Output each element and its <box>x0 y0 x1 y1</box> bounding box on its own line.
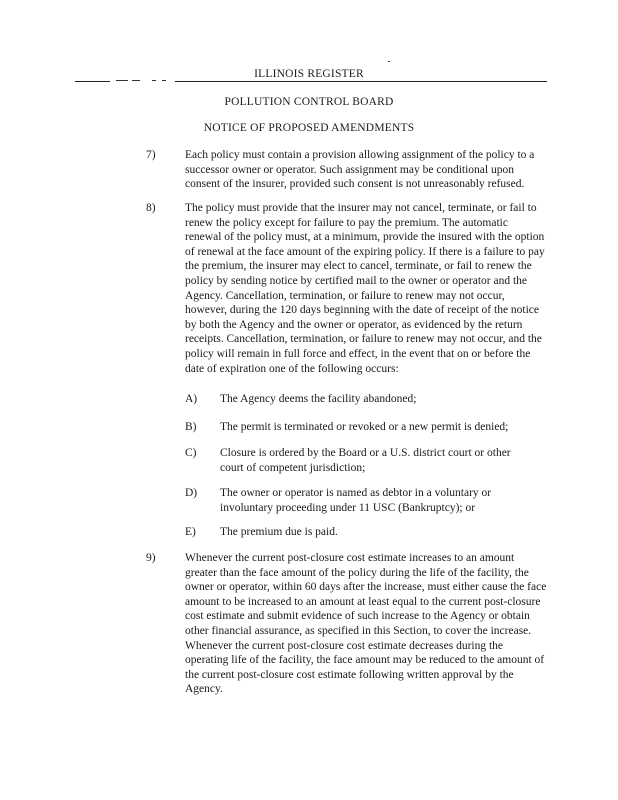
header-dash-3 <box>152 80 156 81</box>
item-number: 7) <box>146 149 156 161</box>
header-dash-4 <box>162 80 166 81</box>
item-paragraph: The policy must provide that the insurer may not cancel, terminate, or fail to renew the policy except for failure to pay the premium. The automatic renewal of the policy must, at a minimum, provide the insured with the option of renewal at the face amount of the expiring policy. If there is a failure to pay the premium, the insurer may elect to cancel, terminate, or fail to renew the policy by sending notice by certified mail to the owner or operator and the Agency. Cancellation, termination, or failure to renew may not occur, however, during the 120 days beginning with the date of receipt of the notice by both the Agency and the owner or operator, as evidenced by the return receipts. Cancellation, termination, or failure to renew may not occur, and the policy will remain in full force and effect, in the event that on or before the date of expiration one of the following occurs: <box>185 202 545 375</box>
subitem-text: The premium due is paid. <box>220 526 338 538</box>
header-dash-1 <box>116 80 128 81</box>
header-rule-left <box>75 81 110 82</box>
header-dash-2 <box>132 80 140 81</box>
item-number: 9) <box>146 552 156 564</box>
register-title: ILLINOIS REGISTER <box>254 68 364 80</box>
subitem-label: B) <box>185 421 197 433</box>
subitem-label: A) <box>185 393 198 405</box>
item-paragraph: Each policy must contain a provision allowing assignment of the policy to a successor owner or operator. Such assignment may be conditional upon consent of the insurer, provided such consent is not unreasonably refused. <box>185 149 535 191</box>
subitem-label: C) <box>185 447 197 459</box>
subitem-label: D) <box>185 487 198 499</box>
board-title: POLLUTION CONTROL BOARD <box>224 96 394 108</box>
notice-title: NOTICE OF PROPOSED AMENDMENTS <box>203 122 415 134</box>
subitem-text: The permit is terminated or revoked or a new permit is denied; <box>220 421 509 433</box>
subitem-text: The owner or operator is named as debtor in a voluntary or involuntary proceeding under 11 USC (Bankruptcy); or <box>220 487 492 514</box>
item-paragraph: Whenever the current post-closure cost estimate increases to an amount greater than the face amount of the policy during the life of the facility, the owner or operator, within 60 days after the increase, must either cause the face amount to be increased to an amount at least equal to the current post-closure cost estimate and submit evidence of such increase to the Agency or obtain other financial assurance, as specified in this Section, to cover the increase. Whenever the current post-closure cost estimate decreases during the operating life of the facility, the face amount may be reduced to the amount of the current post-closure cost estimate following written approval by the Agency. <box>185 552 547 696</box>
subitem-text: Closure is ordered by the Board or a U.S. district court or other court of competent jurisdiction; <box>220 447 511 474</box>
header-rule-main <box>175 81 547 82</box>
subitem-label: E) <box>185 526 196 538</box>
item-number: 8) <box>146 202 156 214</box>
subitem-text: The Agency deems the facility abandoned; <box>220 393 417 405</box>
scan-mark <box>388 61 390 62</box>
